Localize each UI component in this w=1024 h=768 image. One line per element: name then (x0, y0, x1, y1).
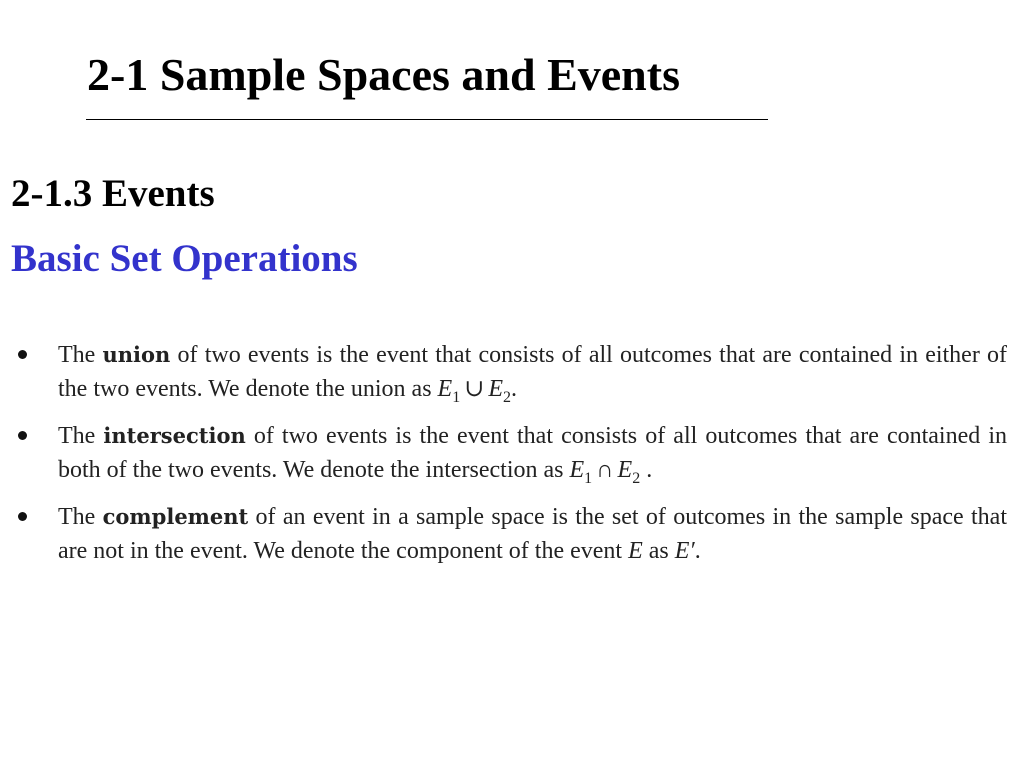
bullet-icon (18, 512, 27, 521)
bullet-text-end: . (694, 538, 701, 564)
title-underline (86, 119, 768, 120)
bullet-union (14, 338, 1007, 406)
bullet-text-start: The (58, 423, 104, 449)
subheading: Basic Set Operations (11, 237, 358, 280)
bullet-text-start: The (58, 504, 103, 530)
bullet-intersection (14, 419, 1007, 487)
bullet-text-end: . (511, 376, 517, 402)
bullet-text-body: of two events is the event that consists of all outcomes that are contained in either of the two events. We denote the union as (58, 342, 1008, 402)
complement-expression: E′ (674, 538, 695, 564)
term-intersection: intersection (103, 423, 246, 448)
term-union: union (102, 342, 171, 367)
section-heading: 2-1.3 Events (11, 172, 215, 215)
math-var: E (569, 457, 585, 483)
intersection-expression (569, 457, 641, 487)
bullet-icon (18, 350, 27, 359)
bullet-text-end: . (640, 457, 653, 483)
bullet-text-start: The (58, 342, 103, 368)
bullet-complement (14, 500, 1007, 568)
slide-title: 2-1 Sample Spaces and Events (87, 49, 680, 100)
bullet-text-mid: as (642, 538, 675, 564)
math-subscript: 1 (584, 470, 593, 487)
union-symbol: ∪ (464, 376, 485, 402)
union-expression (437, 376, 511, 406)
math-subscript: 1 (452, 389, 461, 406)
math-subscript: 2 (503, 389, 511, 406)
math-var: E (437, 376, 453, 402)
intersection-symbol: ∩ (596, 457, 614, 483)
event-variable: E (628, 538, 643, 564)
bullet-text-body: of two events is the event that consists of all outcomes that are contained in both of the two events. We denote the intersection as (58, 423, 1008, 483)
bullet-text-body: of an event in a sample space is the set of outcomes in the sample space that are not in the event. We denote the component of the event (58, 504, 1008, 564)
bullet-list (14, 338, 1007, 568)
math-var: E (617, 457, 633, 483)
term-complement: complement (102, 504, 249, 529)
bullet-icon (18, 431, 27, 440)
math-var: E (488, 376, 503, 402)
math-subscript: 2 (632, 470, 641, 487)
